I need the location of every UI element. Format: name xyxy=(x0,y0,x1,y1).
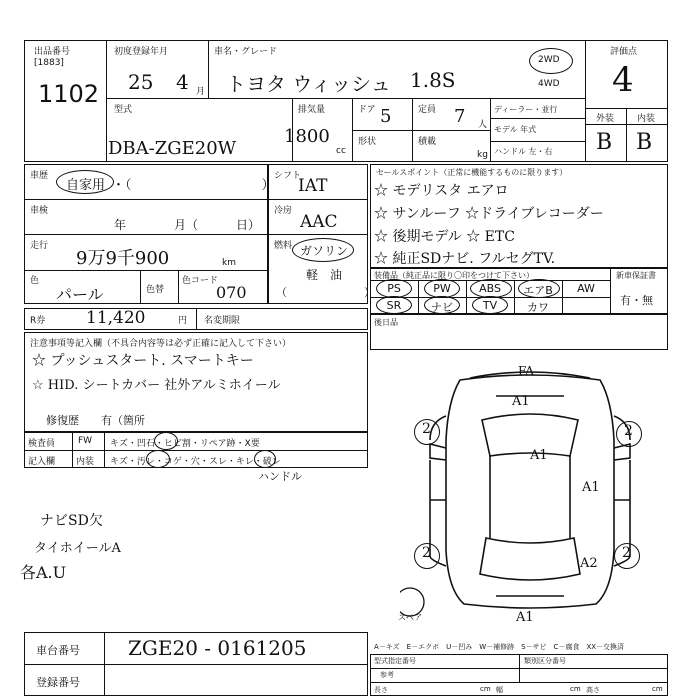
color-label: 色 xyxy=(30,276,40,286)
model-value: DBA-ZGE20W xyxy=(108,138,237,159)
dealer-label: ディーラー・並行 xyxy=(494,105,558,114)
engine-label: 排気量 xyxy=(298,105,326,115)
color-change-label: 色替 xyxy=(146,285,165,295)
sales-point-3: ☆ 後期モデル ☆ ETC xyxy=(374,229,515,245)
equip-tv: TV xyxy=(482,299,498,312)
grade-score: 4 xyxy=(612,60,634,100)
hand-note-3: 各A.U xyxy=(20,563,67,582)
interior-label: 内装 xyxy=(76,457,95,467)
inspector-label-a: 検査員 xyxy=(28,439,56,449)
price-unit: 円 xyxy=(178,316,188,326)
mileage-value: 9万9千900 xyxy=(76,248,170,269)
first-reg-month-unit: 月 xyxy=(196,87,206,97)
load-unit: kg xyxy=(477,150,488,160)
equip-ps: PS xyxy=(387,282,401,295)
int-circle-rub xyxy=(254,450,276,468)
chassis-value: ZGE20 - 0161205 xyxy=(128,636,307,660)
seats-unit: 人 xyxy=(478,120,488,130)
inspector-note: ハンドル xyxy=(258,470,302,483)
color-value: パール xyxy=(56,285,104,304)
mark-a2: A2 xyxy=(580,556,598,571)
transfer-label: 名変期限 xyxy=(204,316,241,326)
registration-label: 登録番号 xyxy=(36,676,80,689)
int-score: B xyxy=(636,130,653,155)
ext-label: 外装 xyxy=(596,114,615,124)
fuel-alt: 軽 油 xyxy=(306,268,343,282)
sales-point-2: ☆ サンルーフ ☆ドライブレコーダー xyxy=(374,206,604,222)
class-number-label: 類別区分番号 xyxy=(524,657,566,665)
engine-unit: cc xyxy=(336,146,346,156)
first-reg-label: 初度登録年月 xyxy=(114,47,169,57)
width-unit: cm xyxy=(570,685,581,693)
equip-airbag: エアB xyxy=(523,284,553,297)
later-items-block xyxy=(370,314,668,350)
width-label: 幅 xyxy=(496,686,503,694)
mark-wheel-rr: 2 xyxy=(622,545,631,561)
new-car-warranty-options: 有・無 xyxy=(620,294,653,307)
model-year-label: モデル 年式 xyxy=(494,125,537,134)
mark-a1-roof: A1 xyxy=(530,448,548,463)
shape-label: 形状 xyxy=(358,137,377,147)
car-grade: 1.8S xyxy=(410,68,456,92)
drive-4wd: 4WD xyxy=(538,79,560,89)
sales-point-1: ☆ モデリスタ エアロ xyxy=(374,183,509,199)
load-label: 積載 xyxy=(418,137,437,147)
doors-label: ドア xyxy=(358,105,376,115)
mark-a1-right: A1 xyxy=(582,480,600,495)
new-car-warranty-label: 新車保証書 xyxy=(616,271,656,280)
sales-points-label: セールスポイント（正常に機能するものに限ります） xyxy=(376,168,568,177)
reference-label: 参考 xyxy=(380,671,394,679)
shaken-year: 年 xyxy=(114,218,127,232)
engine-value: 1800 xyxy=(284,126,330,147)
shaken-label: 車検 xyxy=(30,206,49,216)
equip-circle-navi xyxy=(424,296,460,314)
mileage-label: 走行 xyxy=(30,241,49,251)
first-reg-month: 4 xyxy=(176,70,189,94)
handle-label: ハンドル 左・右 xyxy=(494,147,553,156)
listing-number-label: 出品番号 xyxy=(34,47,71,57)
hand-note-1: ナビSD欠 xyxy=(40,513,103,529)
listing-code: [1883] xyxy=(34,58,64,68)
shaken-month: 月（ xyxy=(174,218,199,232)
int-label: 内装 xyxy=(637,114,656,124)
chassis-label: 車台番号 xyxy=(36,644,80,657)
later-items-label: 後日品 xyxy=(374,318,398,327)
type-designation-label: 型式指定番号 xyxy=(374,657,416,665)
equip-sr: SR xyxy=(386,299,402,312)
mark-wheel-rl: 2 xyxy=(422,545,431,561)
sales-point-4: ☆ 純正SDナビ. フルセグTV. xyxy=(374,251,556,267)
history-paren: ・（ ） xyxy=(112,178,275,193)
mileage-unit: km xyxy=(222,258,236,268)
repair-history: 修復歴 有（箇所 xyxy=(46,414,145,427)
car-damage-diagram xyxy=(400,360,660,620)
equip-leather: カワ xyxy=(527,301,549,314)
seats-value: 7 xyxy=(454,106,466,127)
fuel-value: ガソリン xyxy=(300,244,349,258)
equip-circle-sr xyxy=(376,296,412,314)
mark-wheel-fl: 2 xyxy=(422,421,431,437)
seats-label: 定員 xyxy=(418,105,437,115)
first-reg-year: 25 xyxy=(128,70,154,94)
equip-circle-airbag xyxy=(518,279,560,298)
car-name: トヨタ ウィッシュ xyxy=(226,72,391,96)
length-label: 長さ xyxy=(374,686,388,694)
fw-label: FW xyxy=(78,436,93,446)
shift-label: シフト xyxy=(274,171,302,181)
drive-2wd: 2WD xyxy=(538,55,560,65)
equip-circle-tv xyxy=(472,296,508,314)
history-label: 車歴 xyxy=(30,171,49,181)
height-label: 高さ xyxy=(586,686,600,694)
fuel-label: 燃料 xyxy=(274,241,293,251)
hand-note-2: タイホイールA xyxy=(34,541,121,556)
mark-wheel-fr: 2 xyxy=(624,423,633,439)
mark-a1-hood: A1 xyxy=(512,394,530,409)
history-value: 自家用 xyxy=(66,178,106,193)
note-line-1: ☆ プッシュスタート. スマートキー xyxy=(32,353,254,369)
equip-abs: ABS xyxy=(479,282,501,295)
shift-value: IAT xyxy=(298,176,328,196)
equipment-label: 装備品（純正品に限り〇印をつけて下さい） xyxy=(374,271,534,280)
model-label: 型式 xyxy=(114,105,133,115)
ac-label: 冷房 xyxy=(274,206,293,216)
ext-score: B xyxy=(596,130,613,155)
height-unit: cm xyxy=(652,685,663,693)
price-label: R券 xyxy=(30,316,46,326)
fw-circle xyxy=(154,432,178,450)
damage-legend: A－キズ E－エクボ U－凹み W－補修跡 S－サビ C－腐食 XX－交換済 xyxy=(374,643,625,651)
fuel-paren: （ ） xyxy=(276,286,375,299)
equip-pw: PW xyxy=(433,282,451,295)
length-unit: cm xyxy=(480,685,491,693)
mark-a1-rear: A1 xyxy=(516,610,534,625)
int-circle-stain xyxy=(146,450,170,468)
interior-items: キズ・汚レ・コゲ・穴・スレ・キレ・破レ xyxy=(110,457,281,467)
color-code-label: 色コード xyxy=(182,276,219,286)
doors-value: 5 xyxy=(380,106,392,127)
spare-label: スペア xyxy=(398,613,422,622)
note-line-2: ☆ HID. シートカバー 社外アルミホイール xyxy=(32,378,281,393)
price-value: 11,420 xyxy=(86,308,146,328)
equip-navi: ナビ xyxy=(431,301,453,314)
car-name-label: 車名・グレード xyxy=(214,47,278,57)
color-code: 070 xyxy=(216,283,247,302)
shaken-day: 日） xyxy=(236,218,261,232)
ac-value: AAC xyxy=(300,212,338,232)
equip-aw: AW xyxy=(577,282,595,295)
mark-fa: FA xyxy=(518,364,534,378)
notes-label: 注意事項等記入欄（不具合内容等は必ず正確に記入して下さい） xyxy=(30,339,292,349)
grade-label: 評価点 xyxy=(610,47,638,57)
lot-number: 1102 xyxy=(38,80,100,108)
fw-items: キズ・凹石・ヒビ割・リペア跡・X要 xyxy=(110,439,260,449)
inspector-label-b: 記入欄 xyxy=(28,457,56,467)
